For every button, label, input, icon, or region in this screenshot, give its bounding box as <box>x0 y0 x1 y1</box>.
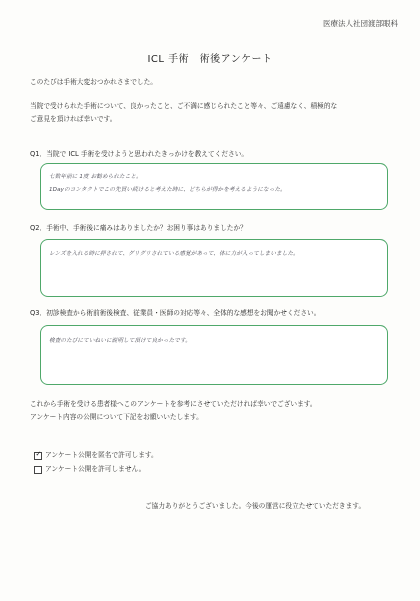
answer-box-3[interactable] <box>40 325 388 385</box>
check-mark-icon: ✓ <box>35 450 42 458</box>
option-decline-label: アンケート公開を許可しません。 <box>45 465 146 473</box>
answer-1-line-1: 七数年前に 1度 お勧められたこと。 <box>49 174 142 180</box>
closing-line-1: これから手術を受ける患者様へこのアンケートを参考にさせていただければ幸いでございます。 <box>30 400 317 408</box>
page-title: ICL 手術 術後アンケート <box>147 54 273 65</box>
clinic-name: 医療法人社団渡部眼科 <box>323 19 398 28</box>
option-anonymous-label: アンケート公開を匿名で許可します。 <box>45 451 158 459</box>
answer-2-line-1: レンズを入れる時に押されて、グリグリされている感覚があって、体に力が入ってしまいました。 <box>49 251 299 257</box>
question-3: Q3．初診検査から術前術後検査、従業員・医師の対応等々、全体的な感想をお聞かせください。 <box>30 309 321 317</box>
answer-box-2[interactable] <box>40 239 388 297</box>
option-anonymous-checkbox[interactable] <box>34 452 42 460</box>
intro-text: このたびは手術大変おつかれさまでした。 <box>30 78 157 86</box>
answer-box-1[interactable] <box>40 163 388 210</box>
answer-1-line-2: 1Dayのコンタクトでこの先買い続けると考えた時に、どちらが得かを考えるようになった。 <box>49 187 286 193</box>
request-line-1: 当院で受けられた手術について、良かったこと、ご不満に感じられたこと等々、ご遠慮なく、積極的な <box>30 102 338 110</box>
answer-3-line-1: 検査のたびにていねいに説明して頂けて良かったです。 <box>49 338 191 344</box>
footer-text: ご協力ありがとうございました。今後の運営に役立たせていただきます。 <box>145 502 366 510</box>
closing-line-2: アンケート内容の公開について下記をお願いいたします。 <box>30 413 203 421</box>
question-1: Q1．当院で ICL 手術を受けようと思われたきっかけを教えてください。 <box>30 150 249 158</box>
option-decline-checkbox[interactable] <box>34 466 42 474</box>
question-2: Q2．手術中、手術後に痛みはありましたか？お困り事はありましたか？ <box>30 224 247 232</box>
request-line-2: ご意見を頂ければ幸いです。 <box>30 115 117 123</box>
